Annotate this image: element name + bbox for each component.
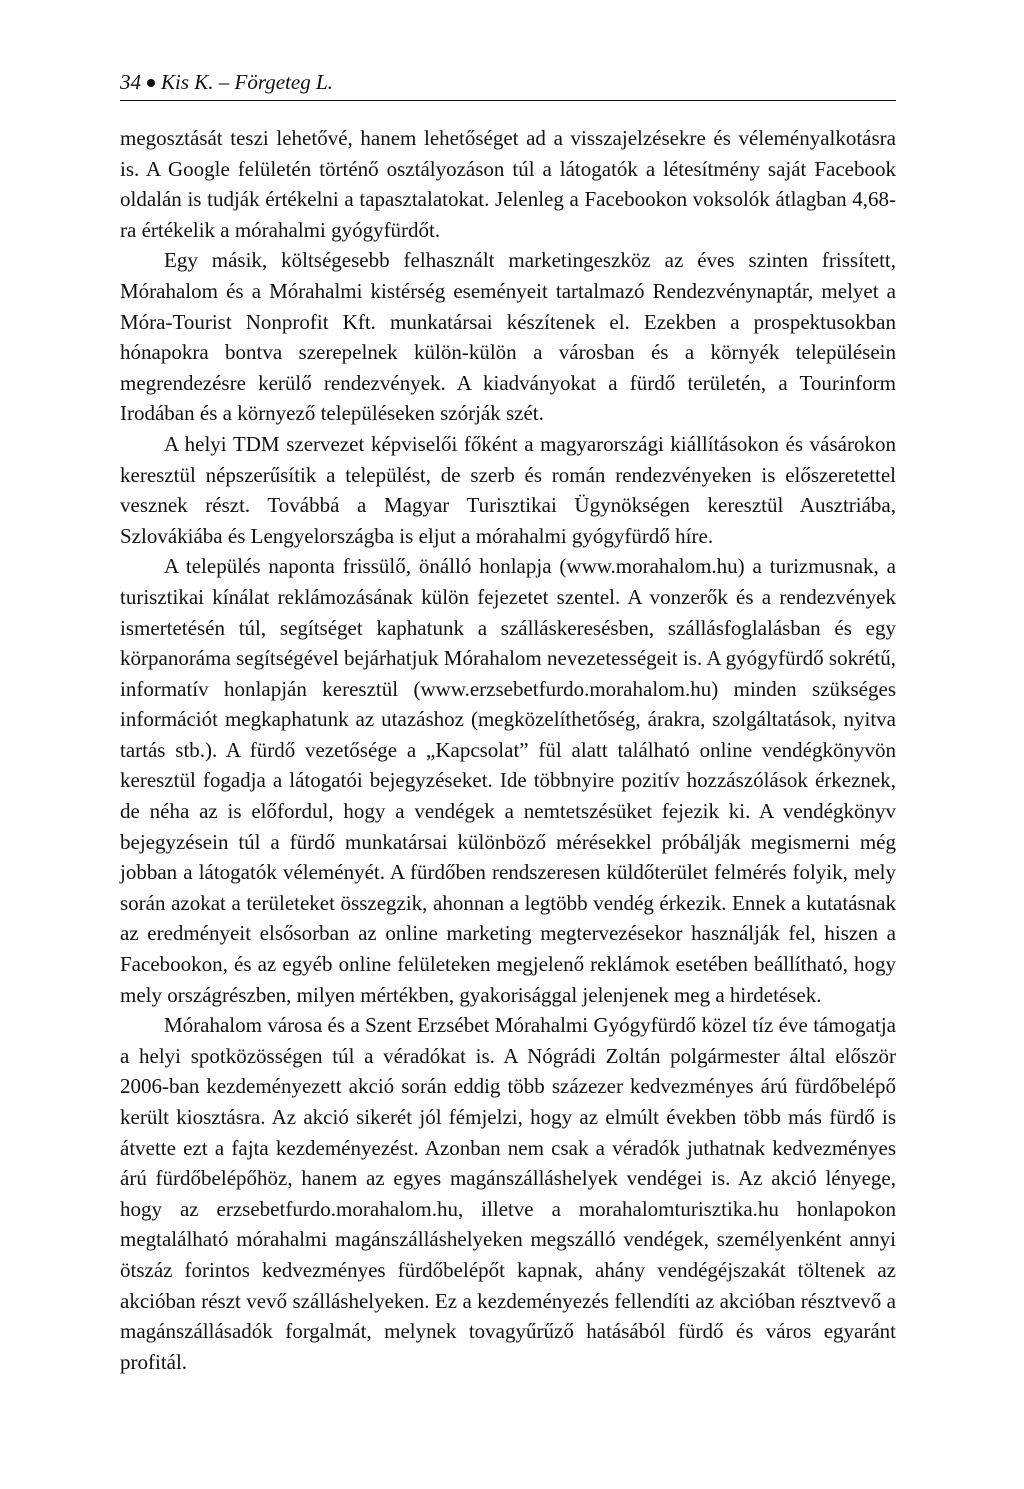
paragraph-websites: A település naponta frissülő, önálló honlapja (www.morahalom.hu) a turizmusnak, a turisztikai kínálat reklámozásának külön fejezetet szentel. A vonzerők és a rendezvények ismertetésén túl, segítséget kaphatunk a szálláskeresésben, szállásfoglalásban és egy körpanoráma segítségével bejárhatjuk Mórahalom nevezetességeit is. A gyógyfürdő sokrétű, informatív honlapján keresztül (www.erzsebetfurdo.morahalom.hu) minden szükséges információt megkaphatunk az utazáshoz (megközelíthetőség, árakra, szolgáltatások, nyitva tartás stb.). A fürdő vezetősége a „Kapcsolat” fül alatt található online vendégkönyvön keresztül fogadja a látogatói bejegyzéseket. Ide többnyire pozitív hozzászólások érkeznek, de néha az is előfordul, hogy a vendégek a nemtetszésüket fejezik ki. A vendégkönyv bejegyzésein túl a fürdő munkatársai különböző mérésekkel próbálják megismerni még jobban a látogatók véleményét. A fürdőben rendszeresen küldőterület felmérés folyik, mely során azokat a területeket összegzik, ahonnan a legtöbb vendég érkezik. Ennek a kutatásnak az eredményeit elsősorban az online marketing megtervezésekor használják fel, hiszen a Facebookon, és az egyéb online felületeken megjelenő reklámok esetében beállítható, hogy mely országrészben, milyen mértékben, gyakorisággal jelenjenek meg a hirdetések. bbox=[120, 554, 896, 1007]
page-number: 34 bbox=[120, 70, 141, 94]
document-page bbox=[120, 70, 896, 1377]
paragraph-blood-donors: Mórahalom városa és a Szent Erzsébet Mórahalmi Gyógyfürdő közel tíz éve támogatja a helyi spotközösségen túl a véradókat is. A Nógrádi Zoltán polgármester által először 2006-ban kezdeményezett akció során eddig több százezer kedvezményes árú fürdőbelépő került kiosztásra. Az akció sikerét jól fémjelzi, hogy az elmúlt években több más fürdő is átvette ezt a fajta kezdeményezést. Azonban nem csak a véradók juthatnak kedvezményes árú fürdőbelépőhöz, hanem az egyes magánszálláshelyek vendégei is. Az akció lényege, hogy az erzsebetfurdo.morahalom.hu, illetve a morahalomturisztika.hu honlapokon megtalálható mórahalmi magánszálláshelyeken megszálló vendégek, személyenként annyi ötszáz forintos kedvezményes fürdőbelépőt kapnak, ahány vendégéjszakát töltenek az akcióban részt vevő szálláshelyeken. Ez a kezdeményezés fellendíti az akcióban résztvevő a magánszállásadók forgalmát, melynek tovagyűrűző hatásából fürdő és város egyaránt profitál. bbox=[120, 1013, 896, 1374]
paragraph-continuation: megosztását teszi lehetővé, hanem lehetőséget ad a visszajelzésekre és véleményalkotásra is. A Google felületén történő osztályozáson túl a látogatók a létesítmény saját Facebook oldalán is tudják értékelni a tapasztalatokat. Jelenleg a Facebookon voksolók átlagban 4,68-ra értékelik a mórahalmi gyógyfürdőt. bbox=[120, 126, 896, 242]
bullet-separator-icon bbox=[147, 79, 155, 87]
header-authors: Kis K. – Förgeteg L. bbox=[161, 70, 333, 94]
paragraph-tdm-organization: A helyi TDM szervezet képviselői főként a magyarországi kiállításokon és vásárokon keresztül népszerűsítik a települést, de szerb és román rendezvényeken is előszeretettel vesznek részt. Továbbá a Magyar Turisztikai Ügynökségen keresztül Ausztriába, Szlovákiába és Lengyelországba is eljut a mórahalmi gyógyfürdő híre. bbox=[120, 431, 896, 548]
running-header bbox=[120, 70, 896, 101]
body-text bbox=[120, 123, 896, 1377]
paragraph-event-calendar: Egy másik, költségesebb felhasznált marketingeszköz az éves szinten frissített, Mórahalom és a Mórahalmi kistérség eseményeit tartalmazó Rendezvénynaptár, melyet a Móra-Tourist Nonprofit Kft. munkatársai készítenek el. Ezekben a prospektusokban hónapokra bontva szerepelnek külön-külön a városban és a környék településein megrendezésre kerülő rendezvények. A kiadványokat a fürdő területén, a Tourinform Irodában és a környező településeken szórják szét. bbox=[120, 248, 896, 426]
